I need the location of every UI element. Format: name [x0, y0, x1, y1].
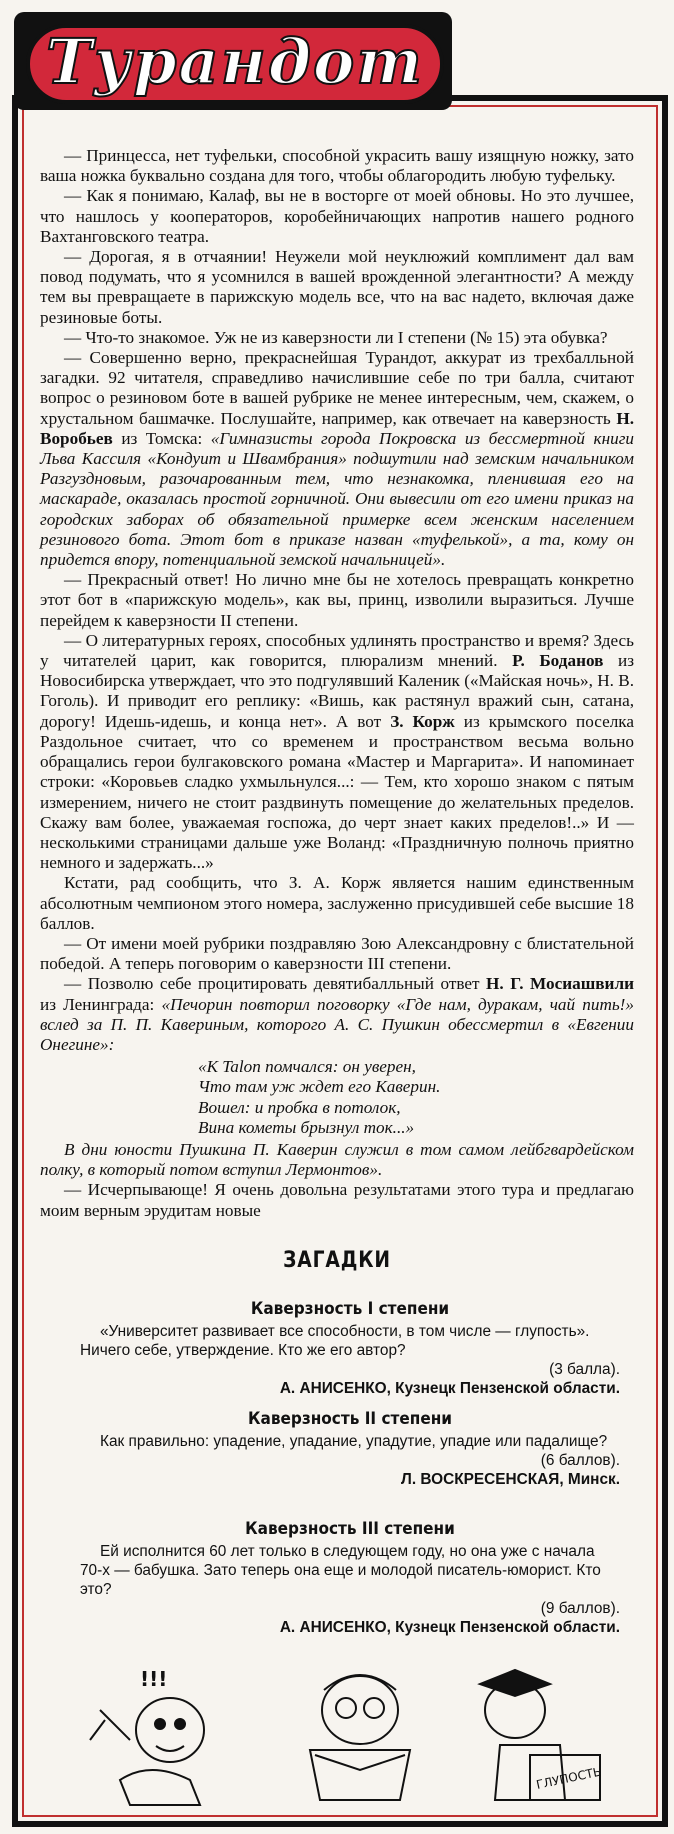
paragraph: Кстати, рад сообщить, что З. А. Корж является нашим единственным абсолютным чемпионом этого номера, заслуженно присудившей себе высшие 18 баллов.: [40, 873, 634, 933]
riddle-points: (3 балла).: [549, 1361, 620, 1378]
riddle-text: «Университет развивает все способности, в том числе — глупость». Ничего себе, утверждение. Кто же его автор?: [80, 1323, 590, 1359]
text: — Позволю себе процитировать девятибалльный ответ: [64, 974, 480, 994]
reader-name: Н. Г. Мосиашвили: [486, 974, 634, 994]
article-body: [40, 146, 634, 1221]
riddle-text: Ей исполнится 60 лет только в следующем году, но она уже с начала 70-х — бабушка. Зато теперь она еще и молодой писатель-юморист. Кто это?: [80, 1543, 601, 1598]
riddle-text: Как правильно: упадение, упадание, упадутие, упадие или падалище?: [100, 1433, 608, 1450]
text: из Новосибирска утверждает, что это подгулявший Каленик («Майская ночь», Н. В. Гоголь). И приводит его реплику: «Вишь, как растянул вражий сын, сатана, дорогу! Идешь-идешь, и конца нет». А вот: [40, 651, 635, 731]
riddles-heading: ЗАГАДКИ: [283, 1248, 391, 1273]
paragraph: — Дорогая, я в отчаянии! Неужели мой неуклюжий комплимент дал вам повод подумать, что я усомнился в вашей врожденной элегантности? А между тем вы превращаете в парижскую модель все, что на вас надето, включая даже резиновые боты.: [40, 247, 634, 327]
riddle-author: А. АНИСЕНКО, Кузнецк Пензенской области.: [279, 1619, 620, 1636]
paragraph: — Что-то знакомое. Уж не из каверзности ли I степени (№ 15) эта обувка?: [64, 327, 608, 347]
cartoon-head-middle: [322, 1676, 398, 1744]
text: — О литературных героях, способных удлинять пространство и время? Здесь у читателей царит, как говорится, плюрализм мнений.: [40, 630, 634, 671]
reader-quote: «Гимназисты города Покровска из бессмертной книги Льва Кассиля «Кондуит и Швамбрания» подшутили над земским начальником Разгуздновым, разочарованным тем, что незнакомка, пленившая его на маскараде, оказалась простой горничной. Они вывесили от его имени приказ на городских заборах об обязательной примерке всем женским населением резинового бота. Этот бот в приказе назван «туфелькой», а та, кому он придется впору, потенциальной земской начальницей».: [40, 428, 634, 570]
text: из крымского поселка Раздольное считает, что со временем и пространством весьма вольно обращались герои булгаковского романа «Мастер и Маргарита». И напоминает строки: «Коровьев сладко ухмыльнулся...: — Тем, кто хорошо знаком с пятым измерением, ничего не стоит раздвинуть помещение до желательных пределов. Скажу вам более, уважаемая госпожа, до черт знает каких пределов!..» И — несколькими страницами дальше уже Воланд: «Праздничную полночь приятно немного и задержать...»: [40, 711, 635, 873]
page-title: Турандот: [45, 25, 424, 98]
paragraph: [40, 348, 634, 570]
riddle-title: Каверзность II степени: [247, 1409, 453, 1429]
paragraph: — Как я понимаю, Калаф, вы не в восторге от моей обновы. Но это лучшее, что нашлось у кооператоров, коробейничающих напротив нашего родного Вахтанговского театра.: [40, 186, 634, 246]
paragraph: — Исчерпывающе! Я очень довольна результатами этого тура и предлагаю моим верным эрудитам новые: [40, 1180, 634, 1220]
text: — Совершенно верно, прекраснейшая Турандот, аккурат из трехбалльной загадки. 92 читателя, справедливо начислившие себе по три балла, считают вопрос о резиновом боте в вашей рубрике не менее интересным, чем, скажем, о хрустальном башмачке. Послушайте, например, как отвечает на каверзность: [40, 348, 634, 428]
riddle-author: А. АНИСЕНКО, Кузнецк Пензенской области.: [279, 1380, 620, 1397]
paragraph: В дни юности Пушкина П. Каверин служил в том самом лейбгвардейском полку, в который потом вступил Лермонтов».: [40, 1139, 634, 1180]
text: из Ленинграда:: [40, 994, 155, 1014]
poem-line: Что там уж ждет его Каверин.: [198, 1077, 441, 1097]
reader-name: Р. Боданов: [512, 651, 604, 671]
cartoon-sign-text: ГЛУПОСТЬ: [534, 1764, 603, 1792]
poem-line: «К Talon помчался: он уверен,: [198, 1057, 416, 1077]
reader-name: Н. Воробьев: [40, 408, 635, 448]
cartoon-illustration: [60, 1650, 620, 1810]
riddle-title: Каверзность III степени: [245, 1519, 455, 1539]
paragraph: [40, 631, 634, 873]
cartoon-head-left: [136, 1698, 204, 1762]
riddle-points: (6 баллов).: [540, 1452, 620, 1469]
poem: [198, 1057, 634, 1138]
riddle: [80, 1410, 620, 1489]
paragraph: — Принцесса, нет туфельки, способной украсить вашу изящную ножку, зато ваша ножка буквально создана для того, чтобы облагородить любую туфельку.: [40, 146, 634, 186]
reader-quote: «Печорин повторил поговорку «Где нам, дуракам, чай пить!» вслед за П. П. Кавериным, которого А. С. Пушкин обессмертил в «Евгении Онегине»:: [40, 994, 635, 1054]
riddle: [80, 1300, 620, 1398]
paragraph: — От имени моей рубрики поздравляю Зою Александровну с блистательной победой. А теперь поговорим о каверзности III степени.: [40, 933, 634, 974]
riddle: [80, 1520, 620, 1637]
exclamation-marks: !!!: [140, 1667, 168, 1691]
poem-line: Вошел: и пробка в потолок,: [198, 1097, 401, 1117]
paragraph: [40, 974, 634, 1055]
poem-line: Вина кометы брызнул ток...»: [198, 1117, 415, 1137]
riddle-points: (9 баллов).: [540, 1600, 620, 1617]
text: из Томска:: [121, 428, 203, 448]
riddle-title: Каверзность I степени: [250, 1299, 450, 1319]
riddle-author: Л. ВОСКРЕСЕНСКАЯ, Минск.: [401, 1471, 620, 1488]
paragraph: — Прекрасный ответ! Но лично мне бы не хотелось превращать конкретно этот бот в «парижскую модель», как вы, принц, изволили выразиться. Лучше перейдем к каверзности II степени.: [40, 570, 634, 630]
reader-name: З. Корж: [390, 711, 455, 731]
